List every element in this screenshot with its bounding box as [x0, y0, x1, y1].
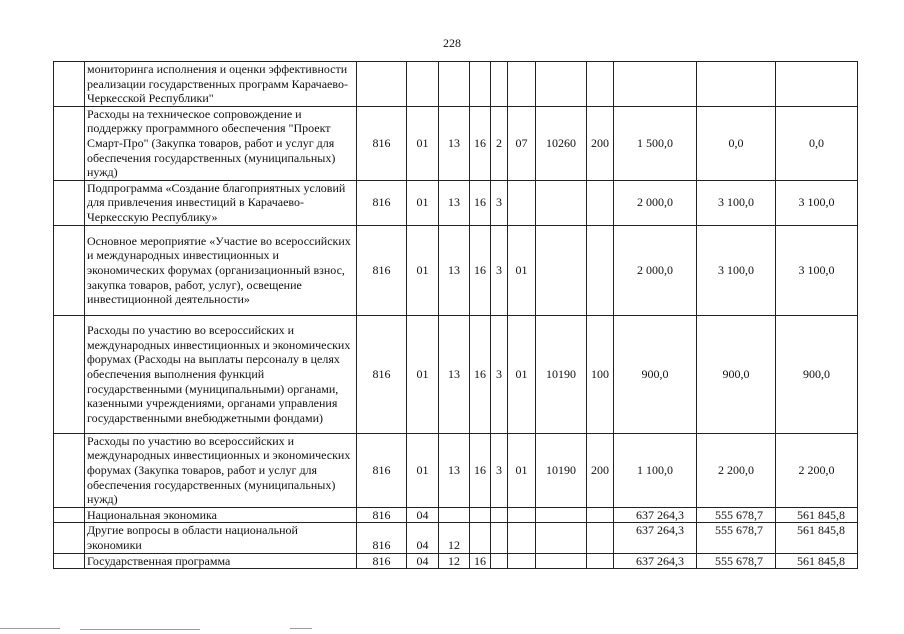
expense-type-cell — [587, 553, 614, 569]
table-row — [54, 315, 858, 433]
row-number-cell — [54, 315, 85, 433]
item-name-cell: Другие вопросы в области национальной экономики — [85, 523, 357, 553]
subsection-cell: 13 — [439, 225, 470, 315]
amount-year1-cell: 637 264,3 — [614, 553, 697, 569]
section-cell — [407, 62, 439, 107]
item-name-cell: Расходы на техническое сопровождение и поддержку программного обеспечения "Проект Смарт-Про" (Закупка товаров, работ и услуг для обеспечения государственных (муниципальных) нужд) — [85, 106, 357, 180]
amount-year2-cell: 555 678,7 — [697, 507, 776, 523]
event-code-cell: 01 — [508, 225, 536, 315]
subprogram-code-cell — [491, 523, 508, 553]
event-code-cell: 01 — [508, 315, 536, 433]
event-code-cell — [508, 180, 536, 225]
direction-code-cell — [536, 180, 587, 225]
amount-year3-cell: 2 200,0 — [776, 433, 858, 507]
amount-year2-cell: 900,0 — [697, 315, 776, 433]
grbs-cell: 816 — [357, 106, 407, 180]
direction-code-cell — [536, 553, 587, 569]
section-cell: 01 — [407, 315, 439, 433]
direction-code-cell: 10190 — [536, 433, 587, 507]
grbs-cell: 816 — [357, 225, 407, 315]
subprogram-code-cell: 2 — [491, 106, 508, 180]
amount-year1-cell: 2 000,0 — [614, 225, 697, 315]
amount-year2-cell: 3 100,0 — [697, 180, 776, 225]
table-row — [54, 507, 858, 523]
section-cell: 04 — [407, 553, 439, 569]
program-code-cell — [470, 507, 491, 523]
subsection-cell: 13 — [439, 433, 470, 507]
program-code-cell: 16 — [470, 553, 491, 569]
table-row — [54, 553, 858, 569]
subsection-cell: 12 — [439, 553, 470, 569]
subprogram-code-cell — [491, 507, 508, 523]
amount-year2-cell: 2 200,0 — [697, 433, 776, 507]
section-cell: 04 — [407, 523, 439, 553]
event-code-cell: 01 — [508, 433, 536, 507]
row-number-cell — [54, 523, 85, 553]
amount-year1-cell: 637 264,3 — [614, 507, 697, 523]
amount-year1-cell: 900,0 — [614, 315, 697, 433]
direction-code-cell — [536, 523, 587, 553]
amount-year3-cell: 3 100,0 — [776, 225, 858, 315]
row-number-cell — [54, 62, 85, 107]
row-number-cell — [54, 507, 85, 523]
row-number-cell — [54, 106, 85, 180]
expense-type-cell: 200 — [587, 433, 614, 507]
program-code-cell: 16 — [470, 106, 491, 180]
amount-year2-cell: 555 678,7 — [697, 553, 776, 569]
subprogram-code-cell: 3 — [491, 433, 508, 507]
expense-type-cell — [587, 180, 614, 225]
program-code-cell: 16 — [470, 225, 491, 315]
expense-type-cell — [587, 507, 614, 523]
grbs-cell — [357, 62, 407, 107]
amount-year1-cell: 1 100,0 — [614, 433, 697, 507]
scan-artifact — [80, 629, 200, 630]
amount-year2-cell: 3 100,0 — [697, 225, 776, 315]
table-row — [54, 62, 858, 107]
subprogram-code-cell — [491, 62, 508, 107]
expense-type-cell: 100 — [587, 315, 614, 433]
amount-year3-cell: 561 845,8 — [776, 507, 858, 523]
item-name-cell: мониторинга исполнения и оценки эффективности реализации государственных программ Карачаево-Черкесской Республики" — [85, 62, 357, 107]
program-code-cell: 16 — [470, 180, 491, 225]
row-number-cell — [54, 225, 85, 315]
amount-year2-cell — [697, 62, 776, 107]
program-code-cell: 16 — [470, 315, 491, 433]
direction-code-cell — [536, 62, 587, 107]
amount-year1-cell — [614, 62, 697, 107]
section-cell: 01 — [407, 433, 439, 507]
item-name-cell: Расходы по участию во всероссийских и международных инвестиционных и экономических форумах (Расходы на выплаты персоналу в целях обеспечения выполнения функций государственными (муниципальными) органами, казенными учреждениями, органами управления государственными внебюджетными фондами) — [85, 315, 357, 433]
grbs-cell: 816 — [357, 523, 407, 553]
amount-year3-cell: 900,0 — [776, 315, 858, 433]
event-code-cell — [508, 507, 536, 523]
subprogram-code-cell: 3 — [491, 225, 508, 315]
grbs-cell: 816 — [357, 507, 407, 523]
amount-year3-cell: 561 845,8 — [776, 523, 858, 553]
direction-code-cell — [536, 507, 587, 523]
direction-code-cell: 10190 — [536, 315, 587, 433]
subsection-cell: 13 — [439, 315, 470, 433]
table-row — [54, 106, 858, 180]
grbs-cell: 816 — [357, 315, 407, 433]
event-code-cell — [508, 553, 536, 569]
amount-year3-cell: 0,0 — [776, 106, 858, 180]
program-code-cell: 16 — [470, 433, 491, 507]
section-cell: 01 — [407, 225, 439, 315]
row-number-cell — [54, 553, 85, 569]
direction-code-cell: 10260 — [536, 106, 587, 180]
subsection-cell: 13 — [439, 180, 470, 225]
subprogram-code-cell: 3 — [491, 315, 508, 433]
table-row — [54, 180, 858, 225]
grbs-cell: 816 — [357, 180, 407, 225]
event-code-cell: 07 — [508, 106, 536, 180]
subsection-cell — [439, 62, 470, 107]
table-row — [54, 523, 858, 553]
item-name-cell: Государственная программа — [85, 553, 357, 569]
subsection-cell: 13 — [439, 106, 470, 180]
direction-code-cell — [536, 225, 587, 315]
subsection-cell: 12 — [439, 523, 470, 553]
event-code-cell — [508, 62, 536, 107]
program-code-cell — [470, 523, 491, 553]
amount-year3-cell — [776, 62, 858, 107]
amount-year3-cell: 561 845,8 — [776, 553, 858, 569]
section-cell: 01 — [407, 106, 439, 180]
section-cell: 01 — [407, 180, 439, 225]
item-name-cell: Подпрограмма «Создание благоприятных условий для привлечения инвестиций в Карачаево-Черкесскую Республику» — [85, 180, 357, 225]
amount-year1-cell: 1 500,0 — [614, 106, 697, 180]
scan-artifact — [0, 628, 60, 629]
expense-type-cell: 200 — [587, 106, 614, 180]
item-name-cell: Национальная экономика — [85, 507, 357, 523]
amount-year3-cell: 3 100,0 — [776, 180, 858, 225]
item-name-cell: Расходы по участию во всероссийских и международных инвестиционных и экономических форумах (Закупка товаров, работ и услуг для обеспечения государственных (муниципальных) нужд) — [85, 433, 357, 507]
program-code-cell — [470, 62, 491, 107]
table-row — [54, 225, 858, 315]
expense-type-cell — [587, 225, 614, 315]
amount-year2-cell: 0,0 — [697, 106, 776, 180]
amount-year1-cell: 637 264,3 — [614, 523, 697, 553]
section-cell: 04 — [407, 507, 439, 523]
page-number: 228 — [443, 36, 461, 50]
item-name-cell: Основное мероприятие «Участие во всероссийских и международных инвестиционных и экономических форумах (организационный взнос, закупка товаров, работ, услуг), освещение инвестиционной деятельности» — [85, 225, 357, 315]
expense-type-cell — [587, 523, 614, 553]
expense-type-cell — [587, 62, 614, 107]
table-row — [54, 433, 858, 507]
row-number-cell — [54, 433, 85, 507]
grbs-cell: 816 — [357, 433, 407, 507]
subprogram-code-cell — [491, 553, 508, 569]
row-number-cell — [54, 180, 85, 225]
budget-table — [53, 61, 858, 569]
grbs-cell: 816 — [357, 553, 407, 569]
event-code-cell — [508, 523, 536, 553]
scan-artifact — [290, 628, 312, 629]
amount-year2-cell: 555 678,7 — [697, 523, 776, 553]
subsection-cell — [439, 507, 470, 523]
amount-year1-cell: 2 000,0 — [614, 180, 697, 225]
subprogram-code-cell: 3 — [491, 180, 508, 225]
